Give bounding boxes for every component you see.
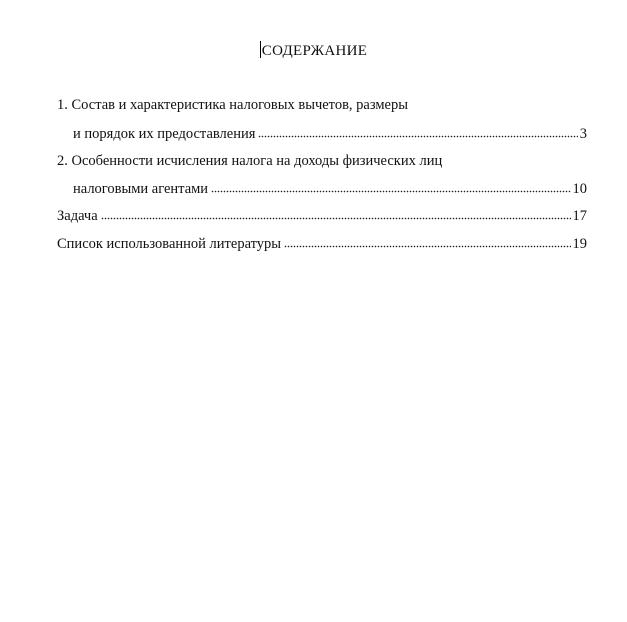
toc-entry-3-leader xyxy=(101,207,571,221)
toc-entry-1-line-1: 1. Состав и характеристика налоговых вычетов, размеры xyxy=(57,97,408,113)
toc-entry-2-line-1: 2. Особенности исчисления налога на доходы физических лиц xyxy=(57,153,443,169)
toc-entry-2[interactable] xyxy=(73,179,587,199)
toc-entry-4-leader xyxy=(284,235,570,249)
toc-entry-3-text: Задача xyxy=(57,208,98,224)
toc-entry-1[interactable] xyxy=(73,124,587,144)
toc-heading xyxy=(0,41,627,61)
toc-entry-1-leader xyxy=(258,125,577,139)
toc-entry-2-text: налоговыми агентами xyxy=(73,181,209,197)
toc-entry-4-page: 19 xyxy=(572,236,587,252)
toc-entry-2-page: 10 xyxy=(572,181,587,197)
toc-entry-3-page: 17 xyxy=(572,208,587,224)
toc-entry-1-text: и порядок их предоставления xyxy=(73,126,256,142)
toc-entry-2-leader xyxy=(211,180,570,194)
toc-entry-4-text: Список использованной литературы xyxy=(57,236,282,252)
toc-entry-3[interactable] xyxy=(57,206,587,226)
toc-heading-text: СОДЕРЖАНИЕ xyxy=(261,43,368,59)
toc-entry-1-page: 3 xyxy=(579,126,587,142)
toc-entry-4[interactable] xyxy=(57,234,587,254)
text-cursor xyxy=(260,41,261,58)
